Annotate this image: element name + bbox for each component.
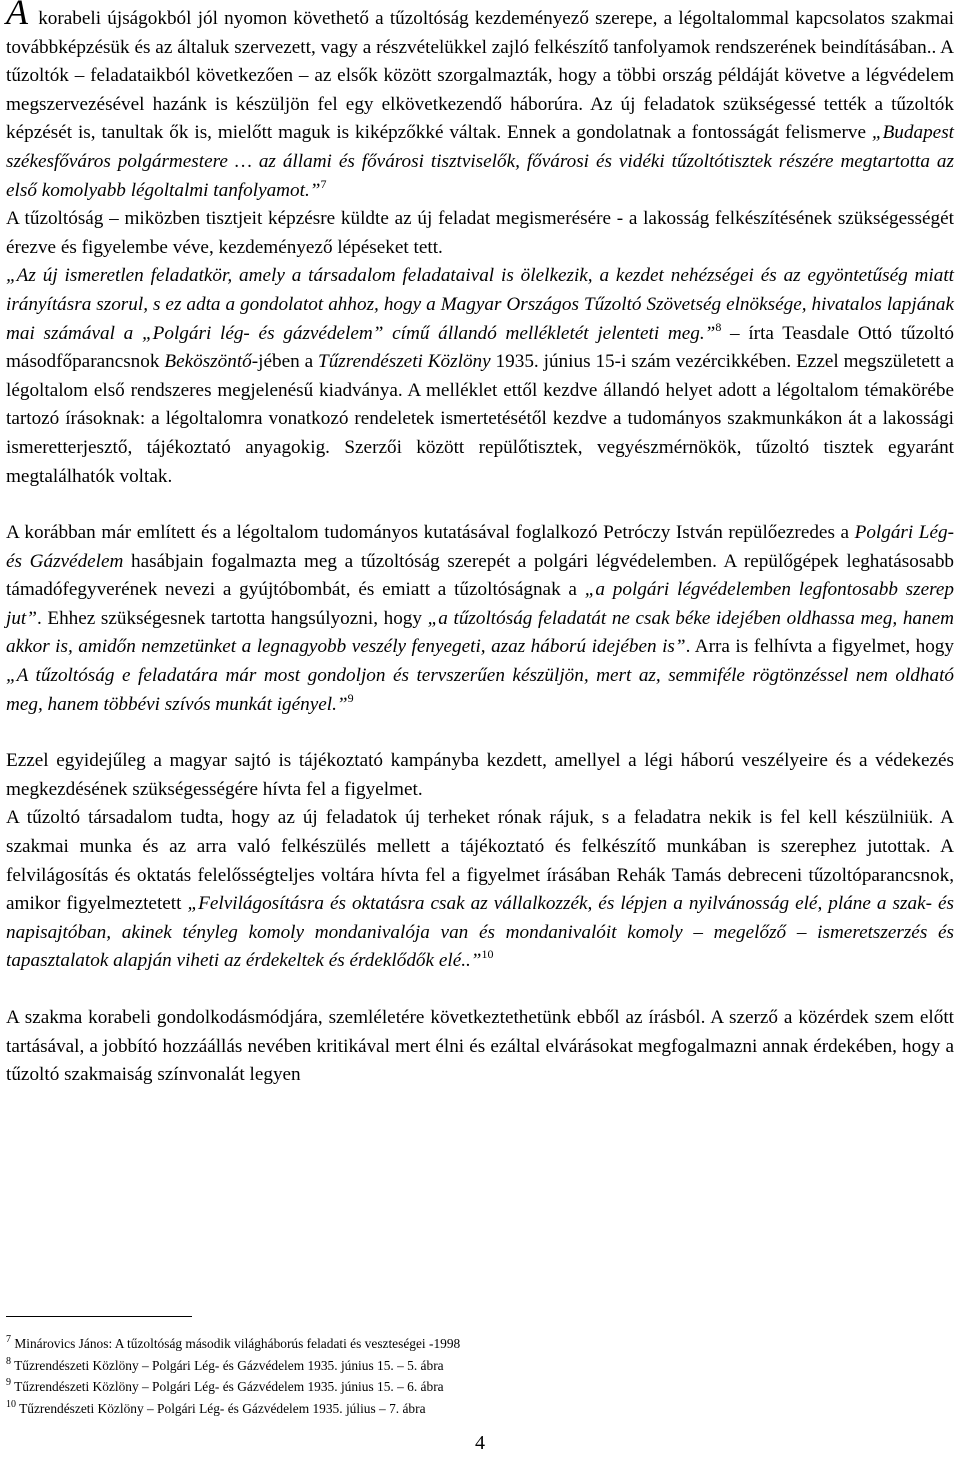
footnote-number: 8 — [6, 1355, 11, 1367]
footnote-text: Tűzrendészeti Közlöny – Polgári Lég- és Gázvédelem 1935. június 15. – 5. ábra — [11, 1357, 444, 1373]
text-run: – írta Teasdale Ottó tűzoltó másodfőparancsnok — [6, 322, 954, 373]
footnote-ref[interactable]: 7 — [320, 176, 327, 191]
paragraph-1 — [6, 2, 954, 205]
document-body — [6, 0, 954, 1090]
footnote-number: 9 — [6, 1377, 11, 1389]
text-run: Ezzel egyidejűleg a magyar sajtó is tájékoztató kampányba kezdett, amellyel a légi háború veszélyeire és a védekezés megkezdésének szükségességére hívta fel a figyelmet. — [6, 750, 954, 800]
text-run: A korábban már említett és a légoltalom tudományos kutatásával foglalkozó Petróczy István repülőezredes a — [6, 522, 855, 544]
text-run: . Ehhez szükségesnek tartotta hangsúlyozni, hogy — [36, 607, 428, 629]
paragraph-7 — [6, 1004, 954, 1090]
footnote-text: Tűzrendészeti Közlöny – Polgári Lég- és Gázvédelem 1935. július – 7. ábra — [16, 1400, 426, 1416]
italic-title: Polgári Lég- és Gázvédelem — [6, 522, 954, 572]
footnote-7 — [6, 1333, 906, 1355]
footnote-ref[interactable]: 8 — [715, 319, 722, 334]
italic-title: Beköszöntő — [164, 351, 252, 373]
paragraph-5 — [6, 747, 954, 804]
quote: „a polgári légvédelemben legfontosabb szerep jut” — [6, 579, 954, 629]
footnotes — [6, 1333, 906, 1419]
footnote-ref[interactable]: 10 — [481, 947, 494, 962]
quote: „Az új ismeretlen feladatkör, amely a társadalom feladataival is ölelkezik, a kezdet nehézségei és az egyöntetűség miatt irányításra szorul, s ez adta a gondolatot ahhoz, hogy a Magyar Országos Tűzoltó Szövetség elnöksége, hivatalos lapjának mai számával a „Polgári lég- és gázvédelem” című állandó mellékletét jelenteti meg.” — [6, 265, 954, 344]
text-run: hasábjain fogalmazta meg a tűzoltóság szerepét a polgári légvédelemben. A repülőgépek leghatásosabb támadófegyverének nevezi a gyújtóbombát, és emiatt a tűzoltóságnak a — [6, 550, 955, 601]
quote: „Felvilágosításra és oktatásra csak az vállalkozzék, és lépjen a nyilvánosság elé, pláne a szak- és napisajtóban, akinek tényleg komoly mondanivalója van és mondanivalóit komoly – megelőző – ismeretszerzés és tapasztalatok alapján viheti az érdekeltek és érdeklődők elé..” — [6, 893, 955, 972]
text-run: -jében a — [251, 351, 319, 373]
paragraph-6 — [6, 804, 954, 976]
page-number: 4 — [475, 1432, 485, 1454]
text-run: A tűzoltó társadalom tudta, hogy az új feladatok új terheket rónak rájuk, s a feladatra nekik is fel kell készülniük. A szakmai munka és az arra való felkészülés mellett a tájékoztató és felkészítő munkában is szerephez jutottak. A felvilágosítás és oktatás felelősségteljes voltára hívta fel a figyelmet írásában Rehák Tamás debreceni tűzoltóparancsnok, amikor figyelmeztetett — [6, 807, 954, 915]
quote: „a tűzoltóság feladatát ne csak béke idejében oldhassa meg, hanem akkor is, amidőn nemzetünket a legnagyobb veszély fenyegeti, azaz háború idejében is” — [6, 607, 954, 658]
footnote-divider — [6, 1316, 192, 1317]
footnote-ref[interactable]: 9 — [347, 690, 354, 705]
text-run: A szakma korabeli gondolkodásmódjára, szemléletére következtethetünk ebből az írásból. A szerző a közérdek szem előtt tartásával, a jobbító hozzáállás nevében kritikával mert élni és ezáltal elvárásokat megfogalmazni annak érdekében, hogy a tűzoltó szakmaiság színvonalát legyen — [6, 1007, 954, 1086]
quote: „Budapest székesfőváros polgármestere … az állami és fővárosi tisztviselők, fővárosi és vidéki tűzoltótisztek részére megtartotta az első komolyabb légoltalmi tanfolyamot.” — [6, 122, 954, 201]
paragraph-4 — [6, 519, 954, 719]
footnote-number: 7 — [6, 1334, 11, 1345]
footnote-number: 10 — [6, 1398, 16, 1410]
footnote-text: Minárovics János: A tűzoltóság második világháborús feladati és veszteségei -1998 — [11, 1336, 461, 1351]
footnote-text: Tűzrendészeti Közlöny – Polgári Lég- és Gázvédelem 1935. június 15. – 6. ábra — [11, 1379, 444, 1395]
footnote-8 — [6, 1355, 906, 1377]
footnote-10 — [6, 1398, 906, 1420]
text-run: 1935. június 15-i szám vezércikkében. Ezzel megszületett a légoltalom első rendszeres megjelenésű kiadványa. A melléklet ettől kezdve állandó helyet adott a légoltalom témakörébe tartozó írásoknak: a légoltalomra vonatkozó rendeletek ismertetésétől kezdve a tudományos szakmunkákon át a lakossági ismeretterjesztő, tájékoztató anyagokig. Szerzői között repülőtisztek, vegyészmérnökök, tűzoltó tisztek egyaránt megtalálhatók voltak. — [6, 351, 954, 487]
paragraph-3 — [6, 262, 954, 491]
paragraph-2 — [6, 205, 954, 262]
italic-title: Tűzrendészeti Közlöny — [318, 351, 491, 373]
quote: „A tűzoltóság e feladatára már most gondoljon és tervszerűen készüljön, mert az, semmiféle rögtönzéssel nem oldható meg, hanem többévi szívós munkát igényel.” — [6, 665, 954, 715]
footnote-9 — [6, 1376, 906, 1398]
drop-cap: A — [6, 0, 28, 32]
text-run: . Arra is felhívta a figyelmet, hogy — [685, 636, 954, 658]
text-run: korabeli újságokból jól nyomon követhető a tűzoltóság kezdeményező szerepe, a légoltalommal kapcsolatos szakmai továbbképzésük és az általuk szervezett, vagy a részvételükkel zajló felkészítő tanfolyamok rendszerének beindításában.. A tűzoltók – feladataikból következően – az elsők között szorgalmazták, hogy a többi ország példáját követve a légvédelem megszervezésével hazánk is készüljön fel egy elkövetkezendő háborúra. Az új feladatok szükségessé tették a tűzoltók képzését is, tanultak ők is, mielőtt maguk is kiképzőkké váltak. Ennek a gondolatnak a fontosságát felismerve — [6, 8, 954, 144]
text-run: A tűzoltóság – miközben tisztjeit képzésre küldte az új feladat megismerésére - a lakosság felkészítésének szükségességét érezve és figyelembe véve, kezdeményező lépéseket tett. — [6, 208, 954, 258]
